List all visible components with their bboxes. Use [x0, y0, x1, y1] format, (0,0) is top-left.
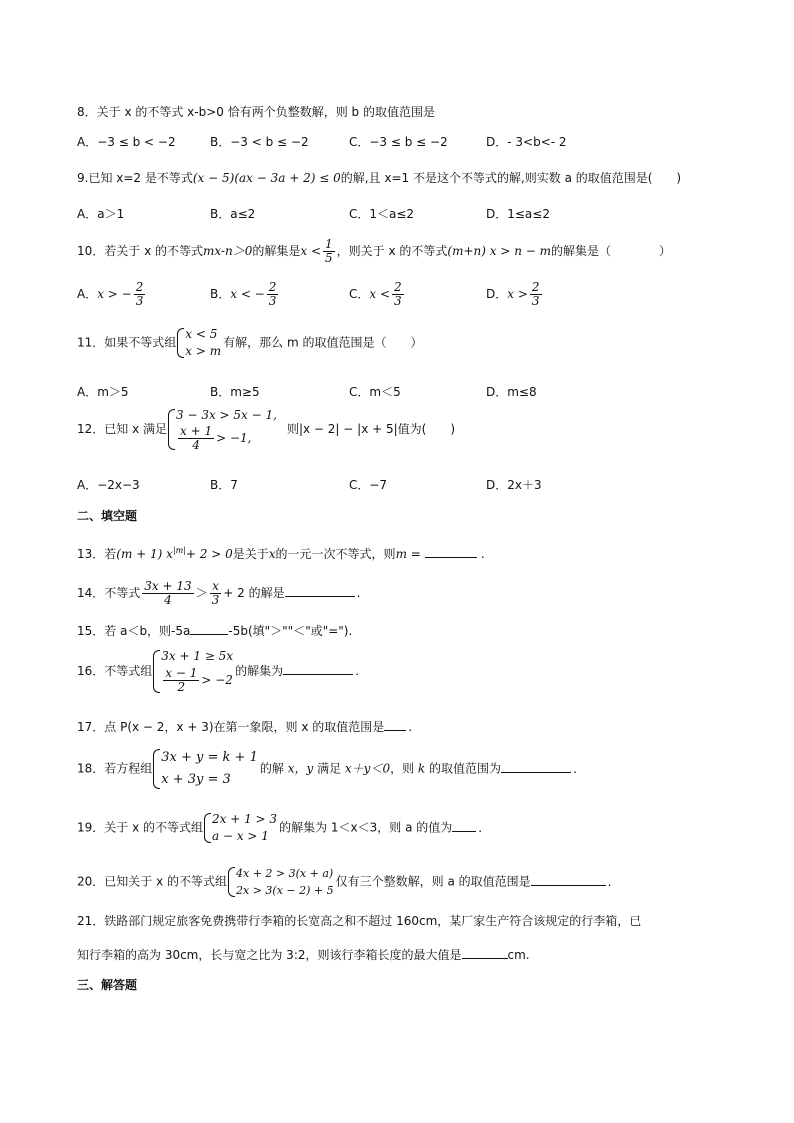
- fraction-numerator: x + 1: [180, 424, 213, 438]
- system-row: [176, 424, 277, 452]
- q20-post: 仅有三个整数解，则 a 的取值范围是: [335, 874, 531, 889]
- q13-var: x: [268, 547, 276, 561]
- system-row: 4x + 2 > 3(x + a): [236, 867, 334, 880]
- fraction-denominator: 3: [531, 294, 540, 308]
- q12-pre: 12．已知 x 满足: [77, 422, 168, 436]
- q14-end: .: [356, 586, 361, 600]
- q19-answer-blank[interactable]: [452, 819, 476, 832]
- q14-answer-blank[interactable]: [285, 584, 355, 597]
- fraction-numerator: 2: [268, 280, 277, 294]
- fraction-numerator: 2: [531, 280, 540, 294]
- q14-stem: [77, 576, 360, 610]
- q20-pre: 20．已知关于 x 的不等式组: [77, 874, 228, 889]
- fraction-denominator: 2: [177, 680, 186, 694]
- q11-system: [176, 326, 221, 360]
- q21-answer-blank[interactable]: [462, 946, 508, 959]
- system-row: a − x > 1: [212, 829, 269, 843]
- option-label: D．: [486, 287, 508, 301]
- q17-stem: [77, 718, 412, 735]
- fraction-numerator: x: [210, 580, 222, 594]
- q14-pre: 14．不等式: [77, 586, 141, 600]
- q17-answer-blank[interactable]: [384, 718, 406, 731]
- q10-pre: 10．若关于 x 的不等式: [77, 244, 204, 258]
- q18-post1: 的解: [259, 761, 288, 776]
- q13-pre: 13．若: [77, 547, 117, 561]
- fraction-numerator: 3x + 13: [144, 579, 192, 593]
- q16-post: 的解集为: [235, 664, 284, 678]
- q12-option-d: D．2x＋3: [486, 478, 542, 492]
- q13-mid: 是关于: [232, 547, 269, 561]
- q18-pre: 18．若方程组: [77, 761, 153, 776]
- option-fraction: [134, 281, 146, 308]
- q14-fraction-left: [142, 580, 193, 607]
- q13-stem: [77, 543, 485, 562]
- q10-mid2: ，则关于 x 的不等式: [336, 244, 448, 258]
- q21-line1: 21．铁路部门规定旅客免费携带行李箱的长宽高之和不超过 160cm，某厂家生产符合该规定的行李箱，已: [77, 914, 642, 928]
- q10-option-a: [77, 279, 147, 309]
- q9-option-a: A．a＞1: [77, 207, 125, 221]
- system-row: 3x + y = k + 1: [161, 750, 258, 765]
- q13-expr: (m + 1) x: [116, 547, 173, 561]
- q11-pre: 11．如果不等式组: [77, 335, 177, 350]
- q13-exponent: |m|: [172, 546, 186, 555]
- system-row: x > m: [185, 344, 222, 358]
- q16-system: [152, 648, 233, 695]
- q10-option-c: [349, 279, 406, 309]
- fraction-denominator: 3: [211, 593, 220, 607]
- q18-k: k: [417, 761, 426, 776]
- q11-option-c: C．m＜5: [349, 385, 401, 399]
- option-fraction: [267, 281, 279, 308]
- option-rel: x >: [507, 287, 528, 301]
- q19-system: [203, 811, 277, 845]
- q19-stem: [77, 811, 482, 845]
- q18-condition: x＋y＜0: [344, 761, 391, 776]
- section-heading-fill-in: 二、填空题: [77, 509, 138, 523]
- fraction-denominator: 3: [268, 294, 277, 308]
- system-row: 3 − 3x > 5x − 1,: [176, 408, 277, 422]
- q14-tail: + 2 的解是: [223, 586, 285, 600]
- q19-post: 的解集为 1＜x＜3，则 a 的值为: [279, 820, 453, 835]
- q17-end: .: [408, 720, 413, 734]
- q13-answer-blank[interactable]: [425, 545, 477, 558]
- q16-pre: 16．不等式组: [77, 664, 153, 678]
- q13-m-eq: m =: [395, 547, 421, 561]
- system-row-tail: > −2: [201, 673, 233, 687]
- system-fraction: [163, 667, 199, 694]
- q18-post2: 满足: [313, 761, 345, 776]
- system-row: 2x > 3(x − 2) + 5: [236, 884, 334, 897]
- q21-line2: [77, 946, 530, 963]
- q15-pre: 15．若 a＜b，则-5a: [77, 624, 191, 638]
- q8-option-d: D．- 3<b<- 2: [486, 135, 567, 149]
- q11-option-b: B．m≥5: [210, 385, 260, 399]
- option-label: C．: [349, 287, 370, 301]
- q8-option-a: A．−3 ≤ b < −2: [77, 135, 176, 149]
- fraction-numerator: 2: [394, 280, 402, 294]
- q13-expr2: + 2 > 0: [185, 547, 233, 561]
- fraction-denominator: 5: [325, 251, 333, 265]
- q16-stem: [77, 648, 359, 695]
- q10-option-b: [210, 279, 280, 309]
- q18-post3: ，则: [390, 761, 418, 776]
- q20-end: .: [607, 874, 612, 889]
- q10-x-lt: x <: [300, 244, 322, 258]
- system-row-tail: > −1,: [216, 431, 252, 445]
- q15-answer-blank[interactable]: [190, 622, 228, 635]
- q21-end: cm.: [507, 948, 530, 962]
- q9-pre: 9.已知 x=2 是不等式: [77, 171, 193, 185]
- q18-system: [152, 747, 258, 791]
- q10-post: 的解集是（ ）: [551, 244, 672, 258]
- system-row: x + 3y = 3: [161, 772, 231, 787]
- q11-stem: [77, 326, 422, 360]
- q10-ineq1: mx-n＞0: [203, 244, 253, 258]
- q10-option-d: [486, 279, 544, 309]
- q12-option-c: C．−7: [349, 478, 388, 492]
- q15-post: -5b(填"＞""＜"或"=").: [228, 624, 353, 638]
- q12-stem: [77, 407, 455, 452]
- q9-post: 的解,且 x=1 不是这个不等式的解,则实数 a 的取值范围是( ): [340, 171, 682, 185]
- fraction-denominator: 4: [164, 593, 172, 607]
- section-heading-solutions: 三、解答题: [77, 978, 138, 992]
- q10-stem: [77, 236, 671, 266]
- q16-answer-blank[interactable]: [283, 662, 353, 675]
- fraction-numerator: 1: [325, 237, 333, 251]
- q9-stem: [77, 170, 681, 186]
- system-row: x < 5: [185, 327, 218, 341]
- q21-line2-pre: 知行李箱的高为 30cm，长与宽之比为 3:2，则该行李箱长度的最大值是: [77, 948, 462, 962]
- q11-option-d: D．m≤8: [486, 385, 537, 399]
- system-fraction: [178, 425, 214, 452]
- q18-post4: 的取值范围为: [425, 761, 502, 776]
- q14-fraction-right: [210, 580, 222, 607]
- q10-ineq2: (m+n) x > n − m: [447, 244, 551, 258]
- q9-option-c: C．1＜a≤2: [349, 207, 415, 221]
- q18-end: .: [573, 761, 577, 776]
- q9-expr: (x − 5)(ax − 3a + 2) ≤ 0: [192, 171, 341, 185]
- q13-end: .: [480, 547, 485, 561]
- q11-post: 有解，那么 m 的取值范围是（ ）: [223, 335, 423, 350]
- q18-xy: x，y: [287, 761, 314, 776]
- q20-stem: [77, 865, 611, 899]
- fraction-denominator: 4: [192, 438, 200, 452]
- q20-system: [227, 865, 334, 899]
- option-fraction: [392, 281, 404, 308]
- q16-end: .: [355, 664, 359, 678]
- fraction-denominator: 3: [394, 294, 402, 308]
- fraction-denominator: 3: [135, 294, 144, 308]
- fraction-numerator: 2: [135, 280, 144, 294]
- q12-post: 则|x − 2| − |x + 5|值为( ): [286, 422, 456, 436]
- q12-system: [167, 407, 277, 452]
- option-label: A．: [77, 287, 98, 301]
- q15-stem: [77, 622, 352, 639]
- fraction-numerator: x − 1: [165, 666, 198, 680]
- system-row: 2x + 1 > 3: [212, 812, 278, 826]
- q9-option-d: D．1≤a≤2: [486, 207, 550, 221]
- q9-option-b: B．a≤2: [210, 207, 256, 221]
- q11-option-a: A．m＞5: [77, 385, 129, 399]
- option-rel: x > −: [97, 287, 132, 301]
- q12-option-b: B．7: [210, 478, 238, 492]
- q19-pre: 19．关于 x 的不等式组: [77, 820, 204, 835]
- q8-option-b: B．−3 < b ≤ −2: [210, 135, 309, 149]
- option-rel: x <: [369, 287, 391, 301]
- q19-end: .: [478, 820, 483, 835]
- q18-answer-blank[interactable]: [501, 760, 571, 773]
- q13-post: 的一元一次不等式，则: [275, 547, 396, 561]
- q20-answer-blank[interactable]: [531, 873, 606, 886]
- q18-stem: [77, 747, 577, 791]
- system-row: [161, 665, 233, 695]
- option-label: B．: [210, 287, 231, 301]
- q8-option-c: C．−3 ≤ b ≤ −2: [349, 135, 448, 149]
- option-rel: x < −: [230, 287, 265, 301]
- system-row: 3x + 1 ≥ 5x: [161, 649, 234, 663]
- q17-pre: 17．点 P(x − 2，x + 3)在第一象限，则 x 的取值范围是: [77, 720, 385, 734]
- q8-stem: 8．关于 x 的不等式 x-b>0 恰有两个负整数解，则 b 的取值范围是: [77, 105, 435, 119]
- q14-gt: ＞: [195, 586, 208, 600]
- q10-mid1: 的解集是: [252, 244, 301, 258]
- q12-option-a: A．−2x−3: [77, 478, 140, 492]
- option-fraction: [530, 281, 542, 308]
- q10-fraction: [323, 238, 335, 265]
